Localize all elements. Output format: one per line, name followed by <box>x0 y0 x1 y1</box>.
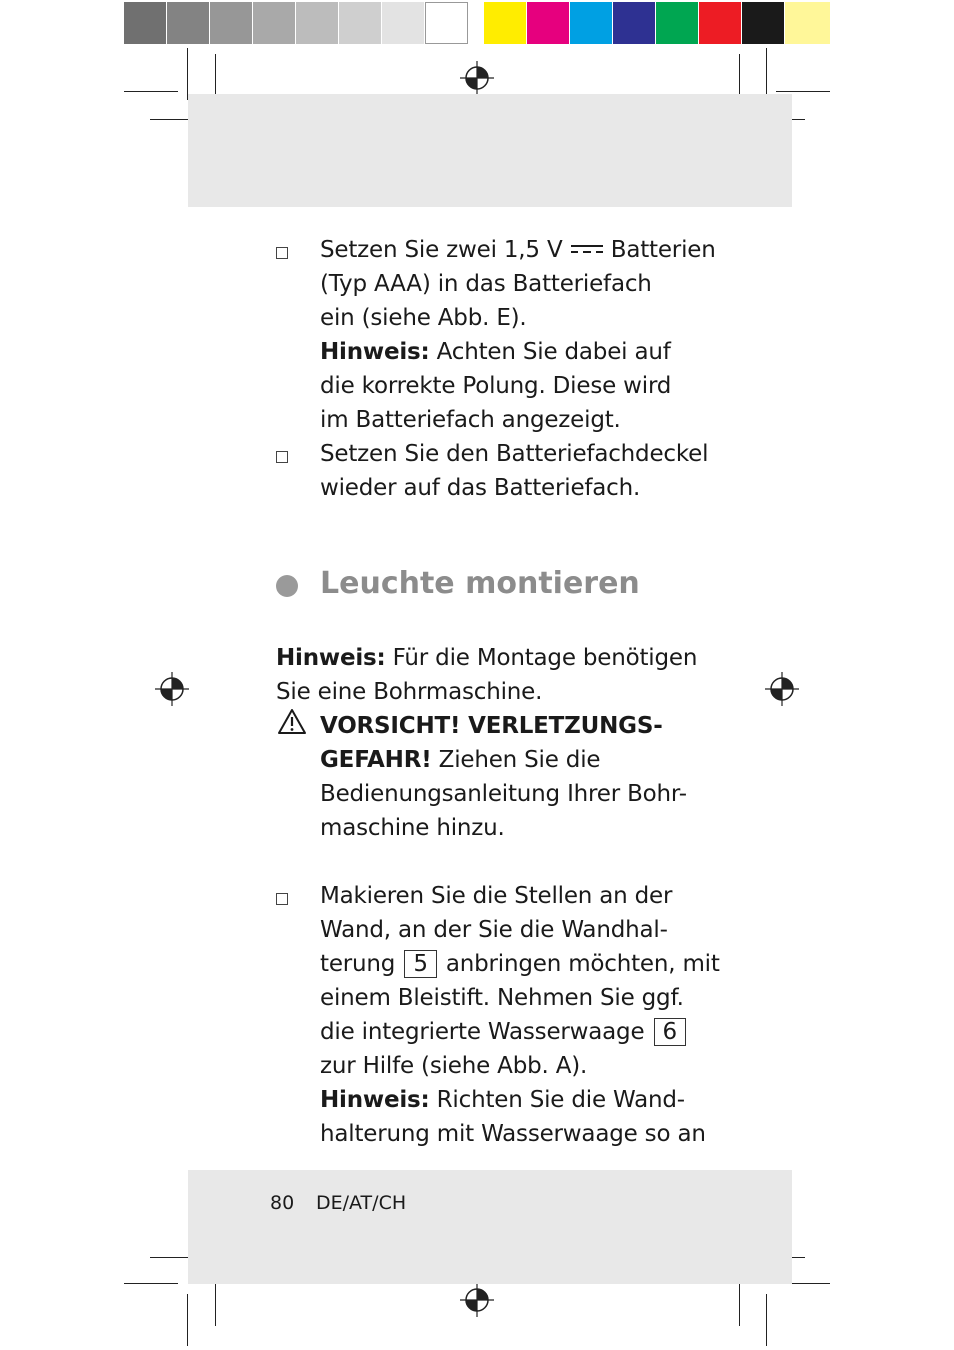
text-line: terung 5 anbringen möchten, mit <box>320 951 720 977</box>
text-line: Wand, an der Sie die Wandhal- <box>320 917 668 943</box>
text-line: ein (siehe Abb. E). <box>320 305 527 331</box>
crop-mark <box>187 48 188 100</box>
part-reference-5: 5 <box>404 950 436 978</box>
text-line: zur Hilfe (siehe Abb. A). <box>320 1053 588 1079</box>
dc-voltage-symbol-icon <box>570 242 604 256</box>
text-line: Makieren Sie die Stellen an der <box>320 883 673 909</box>
crop-mark <box>739 1280 740 1326</box>
registration-mark-icon <box>460 61 494 95</box>
gray-swatch <box>339 2 381 44</box>
heading-bullet-icon <box>276 575 298 597</box>
text-line: Setzen Sie den Batteriefachdeckel <box>320 441 709 467</box>
text-line: (Typ AAA) in das Batteriefach <box>320 271 652 297</box>
text-line: wieder auf das Batteriefach. <box>320 475 641 501</box>
color-swatch <box>656 2 698 44</box>
checkbox-bullet-icon <box>276 247 288 259</box>
crop-mark <box>124 91 178 92</box>
part-reference-6: 6 <box>654 1018 686 1046</box>
crop-mark <box>215 1280 216 1326</box>
text-line: Sie eine Bohrmaschine. <box>276 679 543 705</box>
gray-swatch <box>382 2 424 44</box>
gray-swatch <box>124 2 166 44</box>
text-line: Hinweis: Für die Montage benötigen <box>276 645 698 671</box>
text-line: im Batteriefach angezeigt. <box>320 407 621 433</box>
checkbox-bullet-icon <box>276 893 288 905</box>
section-heading: Leuchte montieren <box>320 566 640 601</box>
color-swatch <box>785 2 830 44</box>
color-swatch <box>613 2 655 44</box>
text-line: GEFAHR! Ziehen Sie die <box>320 747 601 773</box>
warning-triangle-icon <box>277 708 307 735</box>
color-swatch <box>699 2 741 44</box>
header-band <box>188 94 792 207</box>
text-line <box>320 709 663 743</box>
registration-mark-icon <box>765 672 799 706</box>
text-line: Hinweis: Achten Sie dabei auf <box>320 339 671 365</box>
crop-mark <box>187 1294 188 1346</box>
gray-swatch <box>210 2 252 44</box>
color-swatch <box>570 2 612 44</box>
text-line: maschine hinzu. <box>320 815 505 841</box>
crop-mark <box>124 1283 178 1284</box>
checkbox-bullet-icon <box>276 451 288 463</box>
footer-band <box>188 1170 792 1284</box>
gray-swatch <box>296 2 338 44</box>
color-swatch <box>527 2 569 44</box>
hint-label: Hinweis: <box>276 645 386 671</box>
text-line: die korrekte Polung. Diese wird <box>320 373 672 399</box>
color-swatch <box>484 2 526 44</box>
crop-mark <box>766 1294 767 1346</box>
warning-label: VORSICHT! VERLETZUNGS- <box>320 713 663 739</box>
text-line: Hinweis: Richten Sie die Wand- <box>320 1087 685 1113</box>
crop-mark <box>766 48 767 100</box>
text-line: Setzen Sie zwei 1,5 V Batterien <box>320 237 716 263</box>
crop-mark <box>776 91 830 92</box>
registration-mark-icon <box>155 672 189 706</box>
color-swatch <box>742 2 784 44</box>
page-number: 80 <box>270 1192 295 1214</box>
note-label: Hinweis: <box>320 339 430 365</box>
text-line: Bedienungsanleitung Ihrer Bohr- <box>320 781 687 807</box>
text-line: die integrierte Wasserwaage 6 <box>320 1015 688 1049</box>
warning-label: GEFAHR! <box>320 747 432 773</box>
note-label: Hinweis: <box>320 1087 430 1113</box>
gray-swatch <box>253 2 295 44</box>
registration-mark-icon <box>460 1283 494 1317</box>
region-label: DE/AT/CH <box>316 1192 407 1214</box>
gray-swatch <box>167 2 209 44</box>
gray-swatch <box>425 2 468 44</box>
text-line: halterung mit Wasserwaage so an <box>320 1121 706 1147</box>
text-line: einem Bleistift. Nehmen Sie ggf. <box>320 985 684 1011</box>
